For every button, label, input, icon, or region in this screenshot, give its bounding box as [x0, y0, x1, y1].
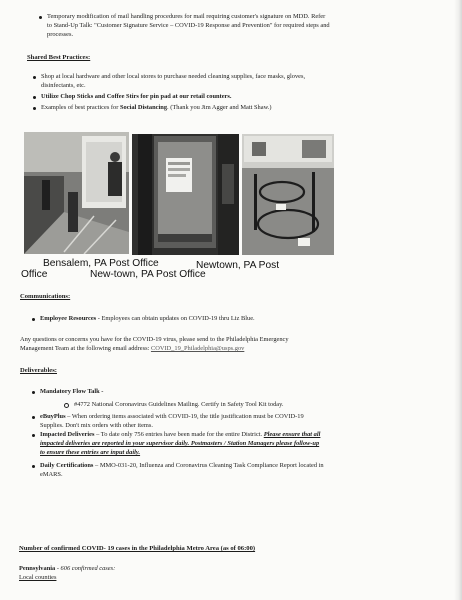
daily-certifications-text: – MMO-031-20, Influenza and Coronavirus Cleaning Task Compliance Report located in	[93, 462, 324, 469]
ebuyplus-label: eBuyPlus	[40, 413, 66, 420]
covid-email-link[interactable]: COVID_19_Philadelphia@usps.gov	[150, 345, 245, 352]
best-practice-1-line-1: Shop at local hardware and other local stores to purchase needed cleaning supplies, face masks, gloves,	[41, 73, 306, 80]
employee-resources-item	[40, 315, 255, 323]
bullet	[32, 391, 35, 394]
bullet	[32, 465, 35, 468]
bensalem-post-office-photo	[24, 132, 129, 254]
best-practice-3-prefix: Examples of best practices for	[41, 104, 120, 111]
impacted-deliveries-emphasis-2: impacted deliveries are reported in your supervisor daily. Postmasters / Station Managers please follow-up	[40, 440, 320, 447]
best-practice-3	[41, 104, 272, 112]
daily-certifications-line-2: eMARS.	[40, 471, 63, 478]
deliverables-heading: Deliverables:	[20, 367, 57, 374]
newtown-social-distancing-photo	[242, 134, 334, 255]
daily-certifications-label: Daily Certifications	[40, 462, 94, 469]
bullet	[33, 107, 36, 110]
ebuyplus-line-1	[40, 413, 304, 421]
mandatory-flow-talk-subitem: #4772 National Coronavirus Guidelines Mailing. Certify in Safety Tool Kit today.	[74, 401, 284, 408]
daily-certifications-line-1	[40, 462, 324, 470]
best-practice-2: Utilize Chop Sticks and Coffee Stirs for pin pad at our retail counters.	[41, 93, 232, 100]
impacted-deliveries-emphasis-3: to ensure these entries are input daily.	[40, 449, 141, 456]
communications-para-prefix: Management Team at the following email address:	[20, 345, 151, 352]
ebuyplus-text: – When ordering items associated with COVID-19, the title justification must be COVID-19	[65, 413, 304, 420]
impacted-deliveries-emphasis-1: Please ensure that all	[263, 431, 321, 438]
bullet	[32, 416, 35, 419]
pennsylvania-cases	[19, 565, 115, 573]
bullet	[39, 16, 42, 19]
newtown-post-office-photo	[132, 134, 239, 255]
confirmed-cases-heading: Number of confirmed COVID- 19 cases in the Philadelphia Metro Area (as of 06:00)	[19, 545, 256, 552]
employee-resources-text: - Employees can obtain updates on COVID-19 thru Liz Blue.	[96, 315, 255, 322]
scan-edge-shadow	[454, 0, 462, 600]
caption-newtown-1: Newtown, PA Post	[196, 260, 280, 271]
communications-para-line-1: Any questions or concerns you have for the COVID-19 virus, please send to the Philadelphia Emergency	[20, 336, 289, 343]
caption-office: Office	[21, 269, 48, 280]
caption-bensalem: Bensalem, PA Post Office	[43, 258, 159, 269]
best-practices-heading: Shared Best Practices:	[27, 54, 91, 61]
intro-line-2: to Stand-Up Talk: "Customer Signature Service – COVID-19 Response and Prevention" for required steps and	[47, 22, 330, 29]
intro-line-1: Temporary modification of mail handling procedures for mail requiring customer's signature on MDD. Refer	[47, 13, 326, 20]
impacted-deliveries-line-1	[40, 431, 320, 439]
bullet	[32, 318, 35, 321]
newtown-photo-image	[132, 134, 239, 255]
employee-resources-label: Employee Resources	[40, 315, 97, 322]
mandatory-flow-talk: Mandatory Flow Talk -	[40, 388, 104, 395]
bullet	[32, 434, 35, 437]
sub-bullet	[64, 403, 69, 408]
bullet	[33, 96, 36, 99]
intro-line-3: processes.	[47, 31, 74, 38]
pennsylvania-label: Pennsylvania	[19, 565, 56, 572]
communications-para-line-2	[20, 345, 244, 353]
communications-heading: Communications:	[20, 293, 71, 300]
best-practice-3-suffix: . (Thank you Jim Agger and Matt Shaw.)	[167, 104, 272, 111]
caption-newtown-2: New-town, PA Post Office	[90, 269, 206, 280]
best-practice-1-line-2: disinfectants, etc.	[41, 82, 86, 89]
bullet	[33, 76, 36, 79]
bensalem-photo-image	[24, 132, 129, 254]
impacted-deliveries-label: Impacted Deliveries	[40, 431, 95, 438]
social-distancing-label: Social Distancing	[119, 104, 168, 111]
pennsylvania-count: - 606 confirmed cases:	[55, 565, 116, 572]
ebuyplus-line-2: Supplies. Don't mix orders with other items.	[40, 422, 153, 429]
newtown-floor-photo-image	[242, 134, 334, 255]
impacted-deliveries-text: – To date only 756 entries have been made for the entire District.	[94, 431, 264, 438]
local-counties-label: Local counties	[19, 574, 57, 581]
